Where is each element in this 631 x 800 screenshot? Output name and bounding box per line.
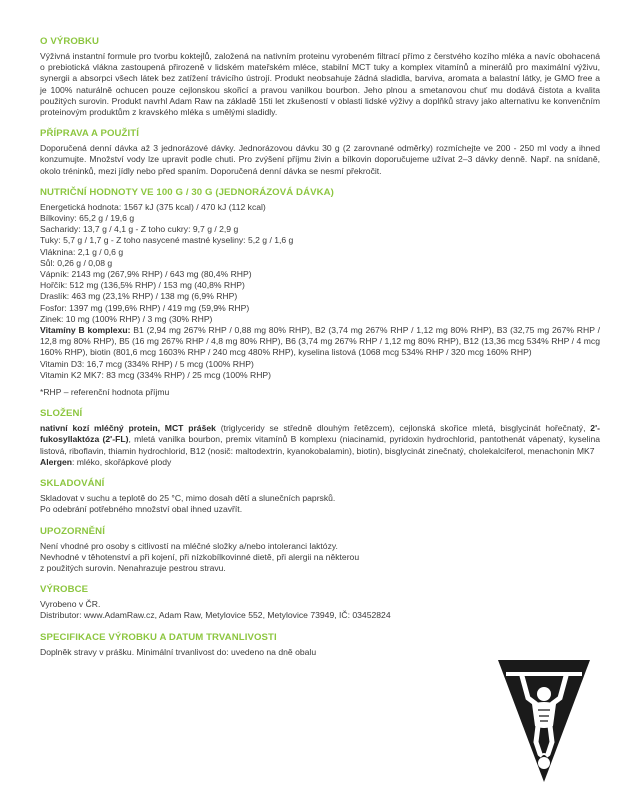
composition-part: (triglyceridy se středně dlouhým řetězcem), cejlonská skořice mletá, bisglycinát hořečnatý, bbox=[215, 423, 591, 434]
nutrition-line: Vápník: 2143 mg (267,9% RHP) / 643 mg (80,4% RHP) bbox=[40, 269, 252, 280]
allergen-text: : mléko, skořápkové plody bbox=[72, 456, 172, 467]
nutrition-line: Sacharidy: 13,7 g / 4,1 g - Z toho cukry: 9,7 g / 2,9 g bbox=[40, 224, 239, 235]
product-description: Výživná instantní formule pro tvorbu koktejlů, založená na nativním proteinu vyrobeném filtrací přímo z čerstvého kozího mléka a navíc obohacená o prebiotická vlákna zastoupená přirozeně v lidském mateřském mléce, stabilní MCT tuky a komplex vitamínů a minerálů pro maximální výživu, synergii a absorpci všech látek bez zatížení trávicího ústrojí. Produkt neobsahuje žádná sladidla, barviva, aromata a balastní látky, je GMO free a je 100% naturálně ochucen pouze cejlonskou skořicí a pravou vanilkou bourbon. Jeho plnou a smetanovou chuť mu dodává čistota a kvalita použitých surovin. Produkt navrhl Adam Raw na základě 15ti let zkušeností v oblasti lidské výživy a doplňků stravy jako alternativu ke konvenčním proteinovým produktům z kravského mléka s umělými sladidly. bbox=[40, 51, 600, 118]
vitamins-b-paragraph bbox=[40, 325, 600, 359]
vitamins-b-label: Vitamíny B komplexu: bbox=[40, 325, 131, 336]
section-title: UPOZORNĚNÍ bbox=[40, 525, 105, 537]
nutrition-line: Bílkoviny: 65,2 g / 19,6 g bbox=[40, 213, 135, 224]
composition-bold: nativní kozí mléčný protein, MCT prášek bbox=[40, 423, 216, 434]
product-label-document bbox=[40, 36, 600, 668]
nutrition-line: Zinek: 10 mg (100% RHP) / 3 mg (30% RHP) bbox=[40, 313, 213, 324]
rhp-footnote: *RHP – referenční hodnota příjmu bbox=[40, 387, 170, 398]
vitamins-b-text: B1 (2,94 mg 267% RHP / 0,88 mg 80% RHP), B2 (3,74 mg 267% RHP / 1,12 mg 80% RHP), B3 (32,75 mg 267% RHP / 12,8 mg 80% RHP), B5 (16 mg 267% RHP / 4,8 mg 80% RHP), B6 (3,74 mg 267% RHP / 1,12 mg 80% RHP), B12 (13,36 mcg 534% RHP / 4 mcg 160% RHP), biotin (801,6 mcg 1603% RHP / 240 mcg 480% RHP), kyselina listová (1068 mcg 534% RHP / 320 mcg 160% RHP) bbox=[40, 325, 600, 358]
nutrition-line: Energetická hodnota: 1567 kJ (375 kcal) / 470 kJ (112 kcal) bbox=[40, 201, 266, 212]
section-title: SPECIFIKACE VÝROBKU A DATUM TRVANLIVOSTI bbox=[40, 631, 277, 643]
adam-raw-triangle-logo-icon bbox=[498, 660, 590, 782]
nutrition-line: Vitamin K2 MK7: 83 mcg (334% RHP) / 25 mcg (100% RHP) bbox=[40, 369, 272, 380]
nutrition-line: Hořčík: 512 mg (136,5% RHP) / 153 mg (40,8% RHP) bbox=[40, 280, 245, 291]
nutrition-line: Draslík: 463 mg (23,1% RHP) / 138 mg (6,9% RHP) bbox=[40, 291, 238, 302]
section-title: SLOŽENÍ bbox=[40, 408, 83, 420]
section-manufacturer bbox=[40, 584, 600, 621]
distributor-line: Distributor: www.AdamRaw.cz, Adam Raw, Metylovice 552, Metylovice 73949, IČ: 03452824 bbox=[40, 610, 391, 621]
section-nutrition bbox=[40, 187, 600, 398]
spec-text: Doplněk stravy v prášku. Minimální trvanlivost do: uvedeno na dně obalu bbox=[40, 646, 317, 657]
warning-line: Nevhodné v těhotenství a při kojení, při nízkobílkovinné dietě, při alergii na některou bbox=[40, 551, 360, 562]
storage-line: Po odebrání potřebného množství obal ihned uzavřít. bbox=[40, 504, 243, 515]
nutrition-line: Tuky: 5,7 g / 1,7 g - Z toho nasycené mastné kyseliny: 5,2 g / 1,6 g bbox=[40, 235, 294, 246]
composition-bold: 2'-fukosyllaktóza (2'-FL) bbox=[40, 423, 600, 445]
section-storage bbox=[40, 478, 600, 515]
section-title: NUTRIČNÍ HODNOTY VE 100 G / 30 G (JEDNORÁZOVÁ DÁVKA) bbox=[40, 186, 334, 198]
section-title: O VÝROBKU bbox=[40, 36, 100, 47]
section-composition bbox=[40, 408, 600, 468]
nutrition-line: Fosfor: 1397 mg (199,6% RHP) / 419 mg (59,9% RHP) bbox=[40, 302, 250, 313]
section-preparation bbox=[40, 128, 600, 177]
warning-line: z použitých surovin. Nenahrazuje pestrou stravu. bbox=[40, 562, 226, 573]
section-title: SKLADOVÁNÍ bbox=[40, 478, 105, 490]
section-warning bbox=[40, 526, 600, 575]
nutrition-line: Sůl: 0,26 g / 0,08 g bbox=[40, 257, 113, 268]
section-title: PŘÍPRAVA A POUŽITÍ bbox=[40, 128, 139, 140]
nutrition-line: Vláknina: 2,1 g / 0,6 g bbox=[40, 246, 124, 257]
manufacturer-line: Vyrobeno v ČR. bbox=[40, 599, 101, 610]
nutrition-list bbox=[40, 202, 600, 325]
warning-line: Není vhodné pro osoby s citlivostí na mléčné složky a/nebo intoleranci laktózy. bbox=[40, 540, 338, 551]
composition-text bbox=[40, 423, 600, 457]
nutrition-line: Vitamin D3: 16,7 mcg (334% RHP) / 5 mcg (100% RHP) bbox=[40, 358, 254, 369]
allergen-label: Alergen bbox=[40, 456, 72, 467]
section-spec bbox=[40, 632, 600, 658]
allergen-line bbox=[40, 457, 600, 468]
section-title: VÝROBCE bbox=[40, 584, 89, 596]
composition-part: , mletá vanilka bourbon, premix vitamínů B komplexu (niacinamid, pyridoxin hydrochlorid, pantothenát vápenatý, kyselina listová, riboflavin, thiamin hydrochlorid, B12 (nosič: maltodextrin, kyanokobalamin), biotin), bisglycinát zinečnatý, cholekalciferol, menachonin MK7 bbox=[40, 434, 601, 456]
preparation-text: Doporučená denní dávka až 3 jednorázové dávky. Jednorázovou dávku 30 g (2 zarovnané odměrky) rozmíchejte ve 200 - 250 ml vody a ihned konzumujte. Množství vody lze upravit podle chuti. Pro zvýšení příjmu živin a bílkovin doporučujeme užívat 2–3 dávky denně. Např. na snídaně, okolo tréninků, mezi jídly nebo před spaním. Doporučená denní dávka se nesmí překročit. bbox=[40, 143, 600, 176]
storage-line: Skladovat v suchu a teplotě do 25 °C, mimo dosah dětí a slunečních paprsků. bbox=[40, 493, 336, 504]
vitamin-list bbox=[40, 359, 600, 399]
section-product bbox=[40, 36, 600, 118]
